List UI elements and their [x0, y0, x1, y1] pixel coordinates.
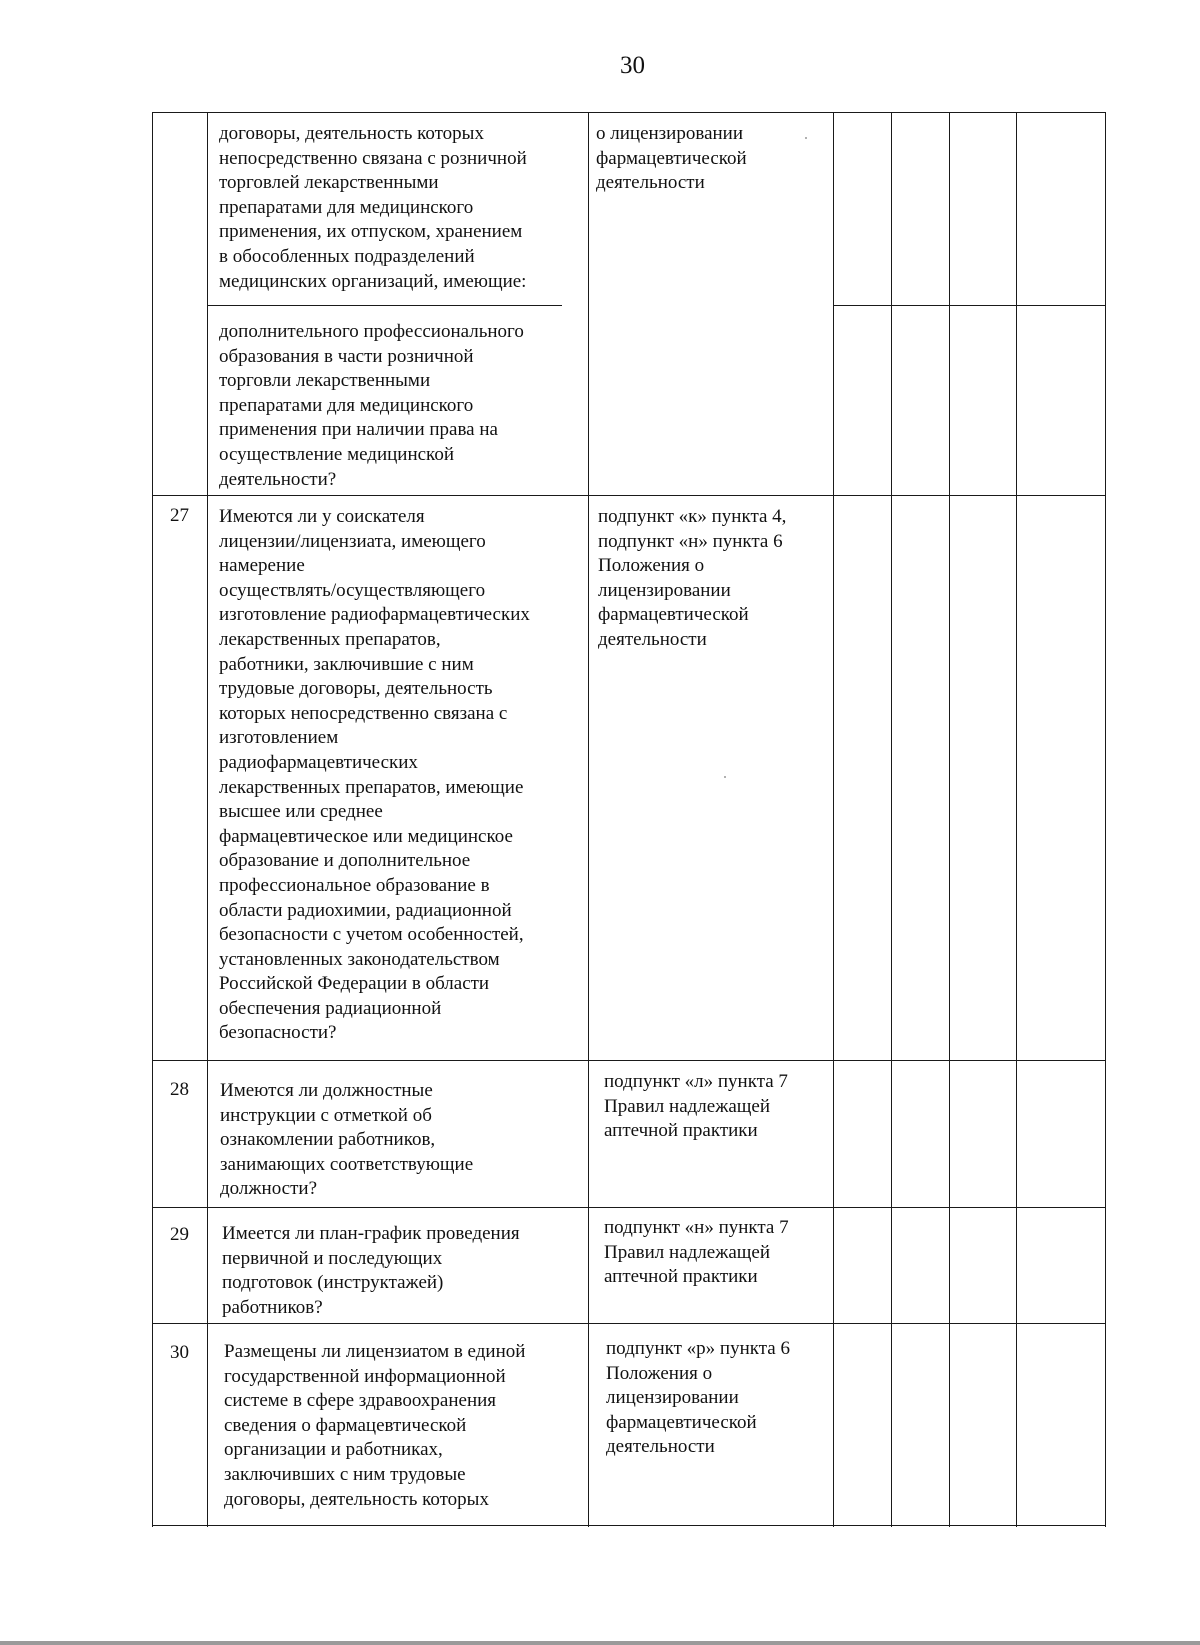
subrow-divider-question [207, 305, 562, 306]
row-divider-28 [152, 1060, 1106, 1061]
column-divider-reference [833, 112, 834, 1527]
subrow-divider-marks [833, 305, 1105, 306]
page-bottom-edge [0, 1641, 1200, 1645]
row-number: 30 [170, 1342, 189, 1363]
table-border-bottom [152, 1525, 1106, 1526]
row-divider-29 [152, 1207, 1106, 1208]
column-divider-question [588, 112, 589, 1527]
row-number: 27 [170, 505, 189, 526]
row-divider-27 [152, 495, 1106, 496]
question-cell: Размещены ли лицензиатом в единой государственной информационной системе в сфере здравоохранения сведения о фармацевтической организации и работниках, заключивших с ним трудовые договоры, деятельность которых [224, 1341, 526, 1510]
reference-cell: о лицензировании фармацевтической деятельности [596, 123, 747, 194]
question-cell: Имеется ли план-график проведения первичной и последующих подготовок (инструктажей) работников? [222, 1223, 520, 1318]
page-number: 30 [620, 52, 645, 79]
reference-cell: подпункт «н» пункта 7 Правил надлежащей аптечной практики [604, 1217, 789, 1288]
question-cell: Имеются ли должностные инструкции с отметкой об ознакомлении работников, занимающих соответствующие должности? [220, 1080, 474, 1200]
column-divider-mark-2 [949, 112, 950, 1527]
scan-speck [724, 776, 726, 778]
table-border-top [152, 112, 1106, 113]
column-divider-mark-3 [1016, 112, 1017, 1527]
row-number: 29 [170, 1224, 189, 1245]
row-divider-30 [152, 1323, 1106, 1324]
column-divider-mark-1 [891, 112, 892, 1527]
reference-cell: подпункт «л» пункта 7 Правил надлежащей аптечной практики [604, 1071, 788, 1142]
scan-speck [805, 137, 807, 139]
question-cell: дополнительного профессионального образования в части розничной торговли лекарственными препаратами для медицинского применения при наличии права на осуществление медицинской деятельности? [219, 321, 524, 490]
checklist-table [152, 112, 1106, 1527]
reference-cell: подпункт «к» пункта 4, подпункт «н» пункта 6 Положения о лицензировании фармацевтической деятельности [598, 506, 787, 650]
table-border-left [152, 112, 153, 1527]
question-cell: Имеются ли у соискателя лицензии/лицензиата, имеющего намерение осуществлять/осуществляющего изготовление радиофармацевтических лекарственных препаратов, работники, заключившие с ним трудовые договоры, деятельность которых непосредственно связана с изготовлением радиофармацевтических лекарственных препаратов, имеющие высшее или среднее фармацевтическое или медицинское образование и дополнительное профессиональное образование в области радиохимии, радиационной безопасности с учетом особенностей, установленных законодательством Российской Федерации в области обеспечения радиационной безопасности? [219, 506, 530, 1044]
question-cell: договоры, деятельность которых непосредственно связана с розничной торговлей лекарственными препаратами для медицинского применения, их отпуском, хранением в обособленных подразделений медицинских организаций, имеющие: [219, 123, 527, 292]
column-divider-number [207, 112, 208, 1527]
row-number: 28 [170, 1079, 189, 1100]
table-border-right [1105, 112, 1106, 1527]
reference-cell: подпункт «р» пункта 6 Положения о лицензировании фармацевтической деятельности [606, 1338, 790, 1458]
